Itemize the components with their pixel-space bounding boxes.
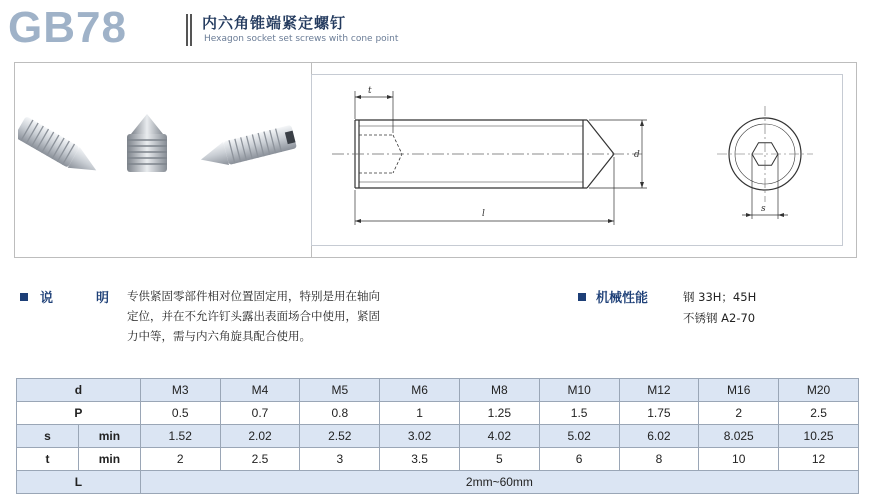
cell-p: 2.5 <box>779 402 859 425</box>
material-grade-steel: 钢 33H；45H <box>683 290 757 304</box>
cell-d: M16 <box>699 379 779 402</box>
specification-table <box>16 378 859 494</box>
cell-t: 2 <box>140 448 220 471</box>
description-line: 专供紧固零部件相对位置固定用，特别是用在轴向 <box>127 289 380 303</box>
screw-photo-center <box>127 114 167 172</box>
standard-code: GB78 <box>8 3 127 52</box>
mechanical-bullet <box>578 293 586 301</box>
cell-d: M12 <box>619 379 699 402</box>
cell-t: 12 <box>779 448 859 471</box>
cell-p: 1.5 <box>539 402 619 425</box>
technical-drawing <box>312 75 842 245</box>
page-header <box>0 0 870 55</box>
cell-p: 1 <box>380 402 460 425</box>
cell-d: M6 <box>380 379 460 402</box>
product-title-en: Hexagon socket set screws with cone point <box>204 34 399 44</box>
row-l <box>17 471 859 494</box>
cell-t: 2.5 <box>220 448 300 471</box>
cell-t: 5 <box>459 448 539 471</box>
cell-s: 2.52 <box>300 425 380 448</box>
description-bullet <box>20 293 28 301</box>
cell-t: 3.5 <box>380 448 460 471</box>
cell-s: 3.02 <box>380 425 460 448</box>
cell-s: 5.02 <box>539 425 619 448</box>
cell-d: M4 <box>220 379 300 402</box>
cell-t: 8 <box>619 448 699 471</box>
cell-s: 1.52 <box>140 425 220 448</box>
header-p: P <box>17 402 141 425</box>
cell-p: 1.25 <box>459 402 539 425</box>
cell-d: M20 <box>779 379 859 402</box>
cell-d: M5 <box>300 379 380 402</box>
dim-label-l: l <box>482 209 485 219</box>
screw-photo-left <box>18 116 102 181</box>
mechanical-text <box>683 287 756 329</box>
cell-s: 8.025 <box>699 425 779 448</box>
header-d: d <box>17 379 141 402</box>
row-t <box>17 448 859 471</box>
cell-d: M10 <box>539 379 619 402</box>
cell-s: 6.02 <box>619 425 699 448</box>
description-text <box>127 286 457 346</box>
cell-p: 1.75 <box>619 402 699 425</box>
cell-d: M3 <box>140 379 220 402</box>
cell-p: 0.5 <box>140 402 220 425</box>
cell-p: 0.8 <box>300 402 380 425</box>
header-t: t <box>17 448 79 471</box>
cell-t: 3 <box>300 448 380 471</box>
description-line: 定位，并在不允许钉头露出表面场合中使用，紧固 <box>127 309 380 323</box>
description-line: 力中等，需与内六角旋具配合使用。 <box>127 329 311 343</box>
cell-s: 4.02 <box>459 425 539 448</box>
cell-l-range: 2mm~60mm <box>140 471 858 494</box>
dim-label-d: d <box>634 150 640 160</box>
mechanical-heading: 机械性能 <box>596 291 649 306</box>
screw-photo-right <box>198 125 297 172</box>
header-t-min: min <box>78 448 140 471</box>
header-l: L <box>17 471 141 494</box>
cell-s: 2.02 <box>220 425 300 448</box>
header-s-min: min <box>78 425 140 448</box>
cell-t: 6 <box>539 448 619 471</box>
material-grade-stainless: 不锈钢 A2-70 <box>683 311 756 325</box>
cell-p: 2 <box>699 402 779 425</box>
header-s: s <box>17 425 79 448</box>
row-d <box>17 379 859 402</box>
cell-s: 10.25 <box>779 425 859 448</box>
dim-label-s: s <box>761 204 766 214</box>
title-divider <box>186 14 194 46</box>
row-s <box>17 425 859 448</box>
product-title-cn: 内六角锥端紧定螺钉 <box>202 14 347 32</box>
dim-label-t: t <box>368 86 372 96</box>
cell-d: M8 <box>459 379 539 402</box>
description-heading: 说 明 <box>40 291 110 306</box>
cell-p: 0.7 <box>220 402 300 425</box>
cell-t: 10 <box>699 448 779 471</box>
row-p <box>17 402 859 425</box>
product-photo <box>18 96 308 216</box>
